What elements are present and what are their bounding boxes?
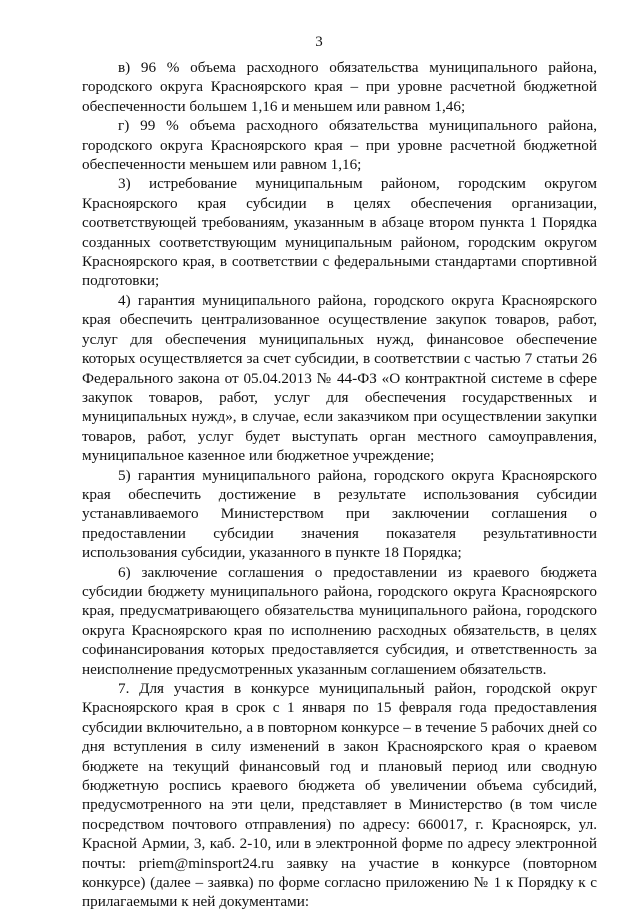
paragraph-item-6: 6) заключение соглашения о предоставлении из краевого бюджета субсидии бюджету муниципального района, городского округа Красноярского края, предусматривающего обязательства муниципального района, городского округа Красноярского края по исполнению расходных обязательств, в целях софинансирования которых предоставляется субсидия, и ответственность за неисполнение предусмотренных указанным соглашением обязательств. — [82, 563, 597, 678]
paragraph-section-7: 7. Для участия в конкурсе муниципальный район, городской округ Красноярского края в срок с 1 января по 15 февраля года предоставления субсидии включительно, а в повторном конкурсе – в течение 5 рабочих дней со дня вступления в силу изменений в закон Красноярского края о краевом бюджете на текущий финансовый год и плановый период или сводную бюджетную роспись краевого бюджета об увеличении объема субсидий, предусмотренного на эти цели, представляет в Министерство (в том числе посредством почтового отправления) по адресу: 660017, г. Красноярск, ул. Красной Армии, 3, каб. 2-10, или в электронной форме по адресу электронной почты: priem@minsport24.ru заявку на участие в конкурсе (повторном конкурсе) (далее – заявка) по форме согласно приложению № 1 к Порядку к с прилагаемыми к ней документами: — [82, 680, 597, 911]
page-number: 3 — [315, 34, 323, 50]
paragraph-item-4: 4) гарантия муниципального района, городского округа Красноярского края обеспечить централизованное осуществление закупок товаров, работ, услуг для обеспечения муниципальных нужд, финансовое обеспечение которых осуществляется за счет субсидии, в соответствии с частью 7 статьи 26 Федерального закона от 05.04.2013 № 44-ФЗ «О контрактной системе в сфере закупок товаров, работ, услуг для обеспечения государственных и муниципальных нужд», в случае, если заказчиком при осуществлении закупки товаров, работ, услуг будет выступать орган местного самоуправления, муниципальное казенное или бюджетное учреждение; — [82, 291, 597, 465]
paragraph-subitem-v: в) 96 % объема расходного обязательства муниципального района, городского округа Красноярского края – при уровне расчетной бюджетной обеспеченности большем 1,16 и меньшем или равном 1,46; — [82, 59, 597, 115]
paragraph-item-5: 5) гарантия муниципального района, городского округа Красноярского края обеспечить достижение в результате использования субсидии устанавливаемого Министерством при заключении соглашения о предоставлении субсидии значения показателя результативности использования субсидии, указанного в пункте 18 Порядка; — [82, 466, 597, 562]
paragraph-subitem-g: г) 99 % объема расходного обязательства муниципального района, городского округа Красноярского края – при уровне расчетной бюджетной обеспеченности меньшем или равном 1,16; — [82, 117, 597, 174]
paragraph-item-3: 3) истребование муниципальным районом, городским округом Красноярского края субсидии в целях обеспечения организации, соответствующей требованиям, указанным в абзаце втором пункта 1 Порядка созданных соответствующим муниципальным районом, городским округом Красноярского края, в соответствии с федеральными стандартами спортивной подготовки; — [82, 175, 597, 290]
document-body — [82, 58, 597, 912]
